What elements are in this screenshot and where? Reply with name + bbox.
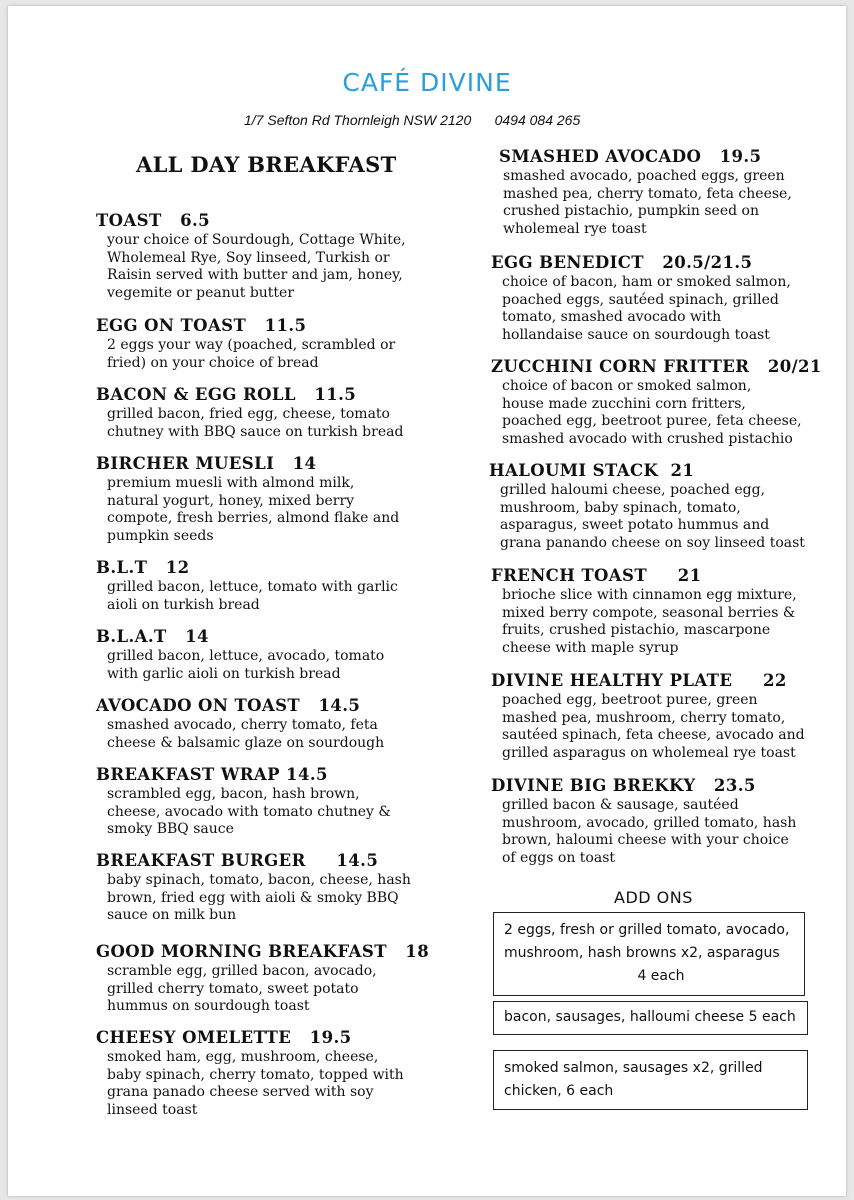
item-description: grilled bacon, fried egg, cheese, tomato chutney with BBQ sauce on turkish bread	[107, 406, 404, 440]
addon-items: 2 eggs, fresh or grilled tomato, avocado, mushroom, hash browns x2, asparagus	[504, 922, 790, 961]
addon-box-5-each	[493, 1001, 808, 1035]
addon-items: smoked salmon, sausages x2, grilled chicken, 6 each	[504, 1060, 763, 1099]
item-description: smoked ham, egg, mushroom, cheese, baby spinach, cherry tomato, topped with grana panado cheese served with soy linseed toast	[107, 1049, 404, 1119]
menu-item	[96, 315, 395, 372]
item-name: FRENCH TOAST 21	[491, 566, 702, 585]
item-description: grilled bacon, lettuce, tomato with garlic aioli on turkish bread	[107, 579, 398, 613]
item-description: choice of bacon or smoked salmon, house made zucchini corn fritters, poached egg, beetroot puree, feta cheese, smashed avocado with crushed pistachio	[502, 378, 802, 448]
menu-item	[96, 1027, 404, 1120]
menu-item	[491, 252, 791, 345]
item-description: premium muesli with almond milk, natural yogurt, honey, mixed berry compote, fresh berries, almond flake and pumpkin seeds	[107, 475, 400, 545]
item-name: EGG ON TOAST 11.5	[96, 316, 307, 335]
menu-item	[96, 626, 384, 683]
cafe-name: CAFÉ DIVINE	[342, 68, 512, 97]
item-name: SMASHED AVOCADO 19.5	[499, 147, 762, 166]
menu-item	[96, 850, 411, 925]
item-description: smashed avocado, poached eggs, green mashed pea, cherry tomato, feta cheese, crushed pistachio, pumpkin seed on wholemeal rye toast	[503, 168, 792, 238]
addon-box-6-each	[493, 1050, 808, 1110]
item-description: scramble egg, grilled bacon, avocado, grilled cherry tomato, sweet potato hummus on sourdough toast	[107, 963, 377, 1015]
item-name: B.L.A.T 14	[96, 627, 209, 646]
item-description: your choice of Sourdough, Cottage White, Wholemeal Rye, Soy linseed, Turkish or Raisin served with butter and jam, honey, vegemite or peanut butter	[107, 232, 406, 302]
addon-box-4-each	[493, 912, 805, 996]
menu-item	[489, 460, 805, 553]
item-description: grilled haloumi cheese, poached egg, mushroom, baby spinach, tomato, asparagus, sweet potato hummus and grana panando cheese on soy linseed toast	[500, 482, 805, 552]
addons-title: ADD ONS	[614, 888, 693, 907]
menu-item	[499, 146, 792, 239]
menu-page	[8, 6, 846, 1196]
item-name: BREAKFAST WRAP 14.5	[96, 765, 328, 784]
addon-price: 4 each	[637, 968, 685, 984]
item-name: TOAST 6.5	[96, 211, 210, 230]
menu-item	[491, 565, 797, 658]
item-description: scrambled egg, bacon, hash brown, cheese, avocado with tomato chutney & smoky BBQ sauce	[107, 786, 391, 838]
section-title: ALL DAY BREAKFAST	[136, 152, 397, 177]
menu-item	[491, 356, 822, 449]
menu-item	[491, 670, 805, 763]
item-description: grilled bacon, lettuce, avocado, tomato with garlic aioli on turkish bread	[107, 648, 385, 682]
item-description: brioche slice with cinnamon egg mixture, mixed berry compote, seasonal berries & fruits, crushed pistachio, mascarpone cheese with maple syrup	[502, 587, 797, 657]
item-name: DIVINE BIG BREKKY 23.5	[491, 776, 756, 795]
menu-item	[96, 764, 391, 839]
item-name: CHEESY OMELETTE 19.5	[96, 1028, 352, 1047]
item-description: grilled bacon & sausage, sautéed mushroom, avocado, grilled tomato, hash brown, haloumi cheese with your choice of eggs on toast	[502, 797, 797, 867]
item-description: baby spinach, tomato, bacon, cheese, hash brown, fried egg with aioli & smoky BBQ sauce on milk bun	[107, 872, 411, 924]
item-description: choice of bacon, ham or smoked salmon, poached eggs, sautéed spinach, grilled tomato, smashed avocado with hollandaise sauce on sourdough toast	[502, 274, 791, 344]
menu-item	[96, 695, 384, 752]
item-name: ZUCCHINI CORN FRITTER 20/21	[491, 357, 822, 376]
phone: 0494 084 265	[494, 112, 581, 128]
item-name: DIVINE HEALTHY PLATE 22	[491, 671, 787, 690]
item-description: 2 eggs your way (poached, scrambled or fried) on your choice of bread	[107, 337, 396, 371]
item-description: smashed avocado, cherry tomato, feta cheese & balsamic glaze on sourdough	[107, 717, 385, 751]
item-name: BACON & EGG ROLL 11.5	[96, 385, 357, 404]
address: 1/7 Sefton Rd Thornleigh NSW 2120	[244, 112, 472, 128]
item-name: AVOCADO ON TOAST 14.5	[96, 696, 361, 715]
item-name: HALOUMI STACK 21	[489, 461, 695, 480]
address-line	[244, 112, 580, 128]
menu-item	[96, 941, 429, 1016]
item-name: BREAKFAST BURGER 14.5	[96, 851, 379, 870]
item-description: poached egg, beetroot puree, green mashed pea, mushroom, cherry tomato, sautéed spinach, feta cheese, avocado and grilled asparagus on wholemeal rye toast	[502, 692, 805, 762]
item-name: EGG BENEDICT 20.5/21.5	[491, 253, 753, 272]
menu-item	[96, 557, 398, 614]
item-name: GOOD MORNING BREAKFAST 18	[96, 942, 430, 961]
addon-items: bacon, sausages, halloumi cheese 5 each	[504, 1009, 796, 1025]
menu-item	[96, 384, 403, 441]
item-name: BIRCHER MUESLI 14	[96, 454, 317, 473]
menu-item	[96, 210, 406, 303]
menu-item	[491, 775, 796, 868]
item-name: B.L.T 12	[96, 558, 190, 577]
menu-item	[96, 453, 399, 546]
